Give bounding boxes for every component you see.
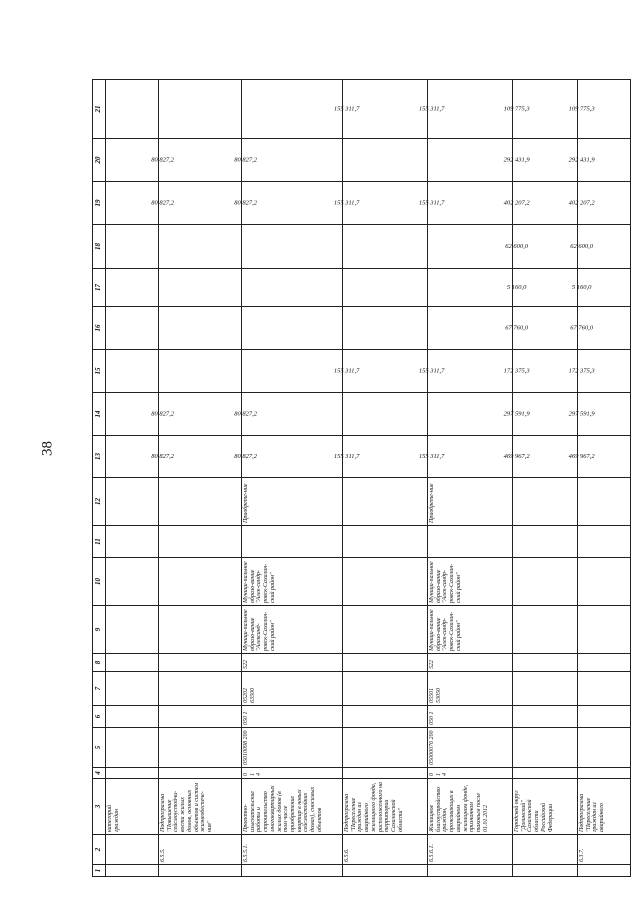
municipality-cell: Муници-пальное образо-вание "Александ-ровск-Сахалин-ский район" (242, 606, 343, 654)
row-title: Подпрограмма "Переселение граждан из аварийного жилищного фонда, расположенного на территории Сахалинской области" (343, 779, 428, 835)
row-code: 6.5.6.1. (428, 835, 513, 865)
action-cell: Приобрете-ние (428, 478, 513, 526)
amount-cell: 80 827,2 (159, 139, 242, 182)
amount-cell: 5 160,0 (578, 269, 631, 307)
amount-cell: 80 827,2 (242, 436, 343, 478)
column-number: 14 (93, 393, 106, 436)
amount-cell: 297 591,9 (578, 393, 631, 436)
amount-cell: 297 591,9 (513, 393, 578, 436)
amount-cell: 469 967,2 (513, 436, 578, 478)
amount-cell: 155 311,7 (428, 350, 513, 393)
row-code: 6.5.5.1. (242, 835, 343, 865)
municipality-cell: Муници-пальное образо-вание "Алек-сандр-ровск-Сахалин-ский район" (242, 558, 343, 606)
column-number: 10 (93, 558, 106, 606)
amount-cell: 80 827,2 (159, 393, 242, 436)
amount-cell: 172 375,3 (513, 350, 578, 393)
code-cell: 522 (428, 654, 513, 672)
amount-cell: 62 600,0 (513, 225, 578, 269)
column-number-row (93, 80, 106, 877)
amount-cell: 67 760,0 (513, 307, 578, 350)
rotated-table-container (92, 80, 606, 877)
column-number: 20 (93, 139, 106, 182)
row-code: 6.3.7. (578, 835, 631, 865)
amount-cell: 80 827,2 (242, 139, 343, 182)
code-cell: 05501 53050 (428, 672, 513, 706)
column-number: 6 (93, 706, 106, 728)
amount-cell: 109 775,3 (513, 80, 578, 139)
amount-cell: 67 760,0 (578, 307, 631, 350)
page-number: 38 (39, 441, 56, 456)
amount-cell: 109 775,3 (578, 80, 631, 139)
subheader-cell: категорий граждан (106, 779, 159, 835)
code-cell: 05010098 200 (242, 728, 343, 768)
column-number: 16 (93, 307, 106, 350)
amount-cell: 155 311,7 (428, 80, 513, 139)
row-title: Жилищное благоустройство граждан, проживающих в аварийном жилищном фонде, признанном таковым после 01.01.2012 (428, 779, 513, 835)
column-number: 5 (93, 728, 106, 768)
amount-cell: 155 311,7 (428, 182, 513, 225)
row-code: 6.5.6. (343, 835, 428, 865)
amount-cell: 155 311,7 (343, 182, 428, 225)
column-number: 3 (93, 779, 106, 835)
column-number: 8 (93, 654, 106, 672)
code-cell: 05202 63500 (242, 672, 343, 706)
amount-cell: 80 827,2 (159, 182, 242, 225)
budget-table (92, 79, 631, 877)
amount-cell: 402 207,2 (513, 182, 578, 225)
amount-cell: 5 160,0 (513, 269, 578, 307)
municipality-cell: Муници-пальное образо-вание "Алек-сандр-ровск-Сахалин-ский район" (428, 558, 513, 606)
column-number: 11 (93, 526, 106, 558)
column-number: 21 (93, 80, 106, 139)
column-number: 15 (93, 350, 106, 393)
amount-cell: 155 311,7 (343, 350, 428, 393)
amount-cell: 80 827,2 (242, 182, 343, 225)
column-number: 2 (93, 835, 106, 865)
column-number: 19 (93, 182, 106, 225)
column-number: 18 (93, 225, 106, 269)
row-title: Подпрограмма "Повышение сейсмоустойчи-вости жилых домов, основных объектов и систем жизнеобеспече-ния" (159, 779, 242, 835)
amount-cell: 172 375,3 (578, 350, 631, 393)
amount-cell: 155 311,7 (428, 436, 513, 478)
table-row (578, 80, 631, 877)
amount-cell: 469 967,2 (578, 436, 631, 478)
code-cell: 0 1 4 (428, 768, 513, 779)
amount-cell: 155 311,7 (343, 80, 428, 139)
code-cell: 050 1 (242, 706, 343, 728)
amount-cell: 62 600,0 (578, 225, 631, 269)
amount-cell: 80 827,2 (159, 436, 242, 478)
code-cell: 050 1 (428, 706, 513, 728)
amount-cell: 292 431,9 (513, 139, 578, 182)
column-number: 9 (93, 606, 106, 654)
column-number: 4 (93, 768, 106, 779)
code-cell: 0 1 4 (242, 768, 343, 779)
amount-cell: 292 431,9 (578, 139, 631, 182)
amount-cell: 80 827,2 (242, 393, 343, 436)
row-title: Городской округ "Долинский" Сахалинской области Российской Федерации (513, 779, 578, 835)
row-title: Подпрограмма "Переселение граждан из аварийного (578, 779, 631, 835)
column-number: 17 (93, 269, 106, 307)
column-number: 1 (93, 865, 106, 877)
action-cell: Приобрете-ние (242, 478, 343, 526)
column-number: 12 (93, 478, 106, 526)
municipality-cell: Муници-пальное образо-вание "Алек-сандр-ровск-Сахалин-ский район" (428, 606, 513, 654)
column-number: 7 (93, 672, 106, 706)
amount-cell: 155 311,7 (343, 436, 428, 478)
code-cell: 05000076 200 (428, 728, 513, 768)
code-cell: 522 (242, 654, 343, 672)
row-code: 6.5.5. (159, 835, 242, 865)
amount-cell: 402 207,2 (578, 182, 631, 225)
column-number: 13 (93, 436, 106, 478)
row-title: Проектно-изыскательские работы и строительство многоквартирных жилых домов (в том числе приобретение квартир в новых сейсмостойких домах), сносимых объектов (242, 779, 343, 835)
